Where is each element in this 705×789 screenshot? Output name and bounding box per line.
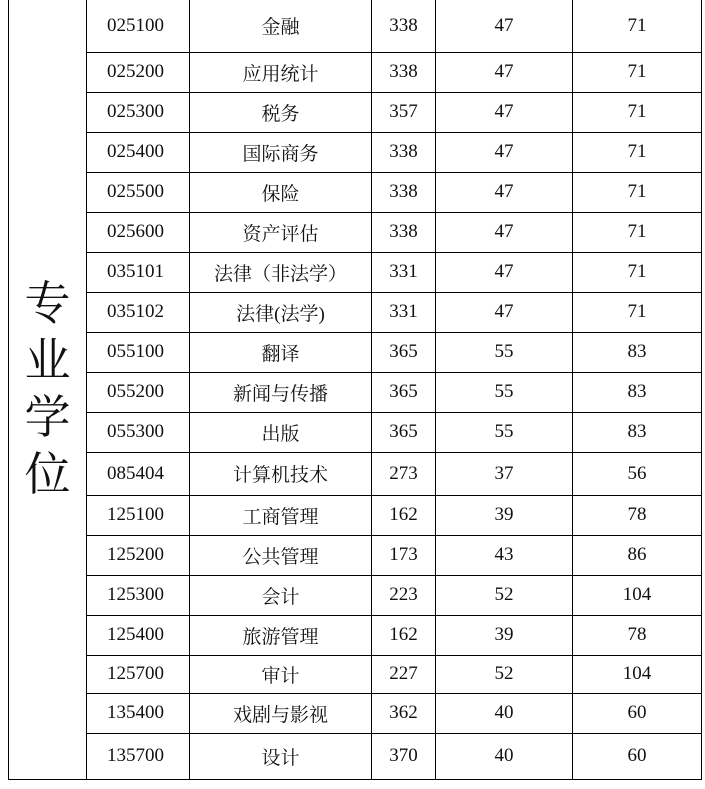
table-row	[9, 452, 702, 495]
single-subject-score: 47	[436, 172, 573, 212]
major-name: 旅游管理	[190, 615, 372, 655]
major-name: 保险	[190, 172, 372, 212]
major-code: 125200	[87, 535, 190, 575]
total-score: 365	[372, 332, 436, 372]
total-score: 338	[372, 0, 436, 52]
total-score: 362	[372, 693, 436, 733]
multi-subject-score: 78	[573, 615, 702, 655]
single-subject-score: 47	[436, 52, 573, 92]
single-subject-score: 47	[436, 0, 573, 52]
table-row	[9, 332, 702, 372]
major-code: 125300	[87, 575, 190, 615]
major-name: 计算机技术	[190, 452, 372, 495]
total-score: 223	[372, 575, 436, 615]
multi-subject-score: 71	[573, 52, 702, 92]
major-code: 055300	[87, 412, 190, 452]
major-code: 055200	[87, 372, 190, 412]
single-subject-score: 52	[436, 655, 573, 693]
total-score: 331	[372, 292, 436, 332]
single-subject-score: 55	[436, 412, 573, 452]
table-row	[9, 655, 702, 693]
table-row	[9, 292, 702, 332]
total-score: 338	[372, 52, 436, 92]
table-row	[9, 372, 702, 412]
table-row	[9, 172, 702, 212]
multi-subject-score: 83	[573, 332, 702, 372]
major-code: 125100	[87, 495, 190, 535]
multi-subject-score: 56	[573, 452, 702, 495]
major-name: 会计	[190, 575, 372, 615]
single-subject-score: 55	[436, 372, 573, 412]
major-code: 035102	[87, 292, 190, 332]
total-score: 365	[372, 412, 436, 452]
multi-subject-score: 71	[573, 172, 702, 212]
category-char: 业	[24, 333, 71, 388]
major-code: 035101	[87, 252, 190, 292]
score-table	[8, 0, 702, 780]
major-name: 新闻与传播	[190, 372, 372, 412]
table-row	[9, 615, 702, 655]
multi-subject-score: 71	[573, 0, 702, 52]
major-name: 资产评估	[190, 212, 372, 252]
single-subject-score: 37	[436, 452, 573, 495]
multi-subject-score: 83	[573, 412, 702, 452]
major-code: 085404	[87, 452, 190, 495]
table-row	[9, 693, 702, 733]
total-score: 273	[372, 452, 436, 495]
multi-subject-score: 71	[573, 212, 702, 252]
table-row	[9, 575, 702, 615]
category-char: 学	[24, 390, 71, 445]
total-score: 338	[372, 172, 436, 212]
table-row	[9, 252, 702, 292]
total-score: 370	[372, 733, 436, 779]
major-name: 出版	[190, 412, 372, 452]
multi-subject-score: 60	[573, 733, 702, 779]
total-score: 227	[372, 655, 436, 693]
single-subject-score: 40	[436, 733, 573, 779]
total-score: 357	[372, 92, 436, 132]
single-subject-score: 47	[436, 212, 573, 252]
single-subject-score: 55	[436, 332, 573, 372]
multi-subject-score: 86	[573, 535, 702, 575]
major-code: 125700	[87, 655, 190, 693]
single-subject-score: 47	[436, 132, 573, 172]
single-subject-score: 40	[436, 693, 573, 733]
score-table-body	[9, 0, 702, 779]
major-code: 025600	[87, 212, 190, 252]
multi-subject-score: 71	[573, 252, 702, 292]
table-row	[9, 212, 702, 252]
major-name: 公共管理	[190, 535, 372, 575]
table-row	[9, 733, 702, 779]
total-score: 365	[372, 372, 436, 412]
single-subject-score: 47	[436, 252, 573, 292]
major-name: 翻译	[190, 332, 372, 372]
major-name: 税务	[190, 92, 372, 132]
total-score: 338	[372, 132, 436, 172]
major-name: 应用统计	[190, 52, 372, 92]
major-code: 025200	[87, 52, 190, 92]
single-subject-score: 39	[436, 615, 573, 655]
table-row	[9, 92, 702, 132]
table-row	[9, 495, 702, 535]
table-row	[9, 52, 702, 92]
total-score: 331	[372, 252, 436, 292]
major-name: 国际商务	[190, 132, 372, 172]
major-code: 125400	[87, 615, 190, 655]
total-score: 162	[372, 615, 436, 655]
category-cell	[9, 0, 87, 779]
major-code: 025100	[87, 0, 190, 52]
major-name: 法律（非法学）	[190, 252, 372, 292]
major-name: 法律(法学)	[190, 292, 372, 332]
single-subject-score: 47	[436, 292, 573, 332]
total-score: 173	[372, 535, 436, 575]
major-name: 设计	[190, 733, 372, 779]
multi-subject-score: 71	[573, 92, 702, 132]
multi-subject-score: 78	[573, 495, 702, 535]
major-code: 025500	[87, 172, 190, 212]
multi-subject-score: 71	[573, 132, 702, 172]
total-score: 338	[372, 212, 436, 252]
category-char: 位	[24, 447, 71, 502]
major-name: 金融	[190, 0, 372, 52]
single-subject-score: 52	[436, 575, 573, 615]
multi-subject-score: 104	[573, 655, 702, 693]
single-subject-score: 39	[436, 495, 573, 535]
single-subject-score: 47	[436, 92, 573, 132]
major-name: 审计	[190, 655, 372, 693]
multi-subject-score: 83	[573, 372, 702, 412]
multi-subject-score: 71	[573, 292, 702, 332]
table-row	[9, 132, 702, 172]
major-name: 工商管理	[190, 495, 372, 535]
major-code: 055100	[87, 332, 190, 372]
single-subject-score: 43	[436, 535, 573, 575]
major-code: 025400	[87, 132, 190, 172]
major-code: 025300	[87, 92, 190, 132]
table-row	[9, 535, 702, 575]
multi-subject-score: 60	[573, 693, 702, 733]
major-name: 戏剧与影视	[190, 693, 372, 733]
table-row	[9, 412, 702, 452]
major-code: 135400	[87, 693, 190, 733]
table-row	[9, 0, 702, 52]
multi-subject-score: 104	[573, 575, 702, 615]
category-char: 专	[24, 276, 71, 331]
total-score: 162	[372, 495, 436, 535]
major-code: 135700	[87, 733, 190, 779]
